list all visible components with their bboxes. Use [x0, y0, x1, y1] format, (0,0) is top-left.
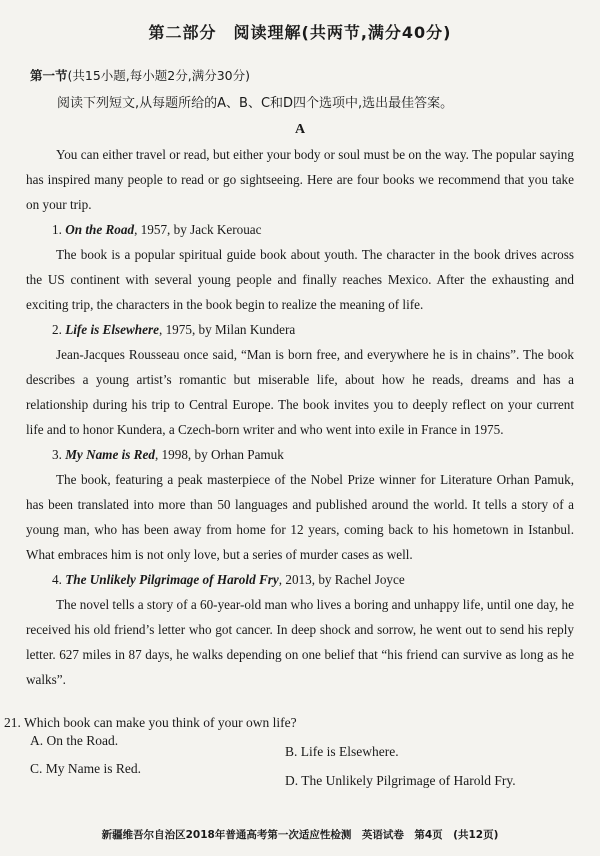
passage-label: A: [294, 122, 306, 137]
book-heading-3: [26, 442, 574, 467]
book-title: On the Road: [65, 222, 135, 237]
book-meta: , 1998, by Orhan Pamuk: [154, 447, 284, 462]
book-meta: , 1957, by Jack Kerouac: [134, 222, 262, 237]
book-number: 2.: [52, 322, 62, 337]
book-number: 1.: [52, 222, 62, 237]
question-text: Which book can make you think of your own life?: [24, 715, 297, 730]
section-label: 第一节: [30, 68, 68, 83]
book-title: Life is Elsewhere: [65, 322, 159, 337]
book-description-3: The book, featuring a peak masterpiece of the Nobel Prize winner for Literature Orhan Pamuk, has been translated into more than 50 languages and published around the world. It tells a story of a young man, who has been away from home for 12 years, coming back to his hometown in Istanbul. What embraces him is not only love, but a series of murder cases as well.: [26, 472, 574, 562]
option-d[interactable]: D. The Unlikely Pilgrimage of Harold Fry.: [285, 773, 516, 788]
book-title: The Unlikely Pilgrimage of Harold Fry: [65, 572, 279, 587]
book-heading-1: [26, 217, 574, 242]
book-description-1: The book is a popular spiritual guide book about youth. The character in the book drives across the US continent with several young people and finally reaches Mexico. After the exhausting and exciting trip, the characters in the book begin to realize the meaning of life.: [26, 247, 574, 312]
book-meta: , 1975, by Milan Kundera: [158, 322, 296, 337]
book-heading-4: [26, 567, 574, 592]
question-21: [4, 710, 574, 735]
book-description-2: Jean-Jacques Rousseau once said, “Man is born free, and everywhere he is in chains”. The book describes a young artist’s romantic but miserable life, about how he reads, dreams and has a relationship during his trip to Central Europe. The book invites you to deeply reflect on your current life and to honor Kundera, a Czech-born writer and who went into exile in France in 1975.: [26, 347, 574, 437]
option-b[interactable]: B. Life is Elsewhere.: [285, 744, 399, 759]
option-c[interactable]: C. My Name is Red.: [30, 761, 141, 776]
section-detail: (共15小题,每小题2分,满分30分): [67, 68, 250, 83]
book-meta: , 2013, by Rachel Joyce: [278, 572, 405, 587]
passage-intro: You can either travel or read, but either your body or soul must be on the way. The popular saying has inspired many people to read or go sightseeing. Here are four books we recommend that you take on your trip.: [26, 147, 574, 212]
book-description-4: The novel tells a story of a 60-year-old man who lives a boring and unhappy life, until one day, he received his old friend’s letter who got cancer. In deep shock and sorrow, he went out to send his reply letter. 627 miles in 87 days, he walks depending on one belief that “his friend can survive as long as he walks”.: [26, 597, 574, 687]
option-a[interactable]: A. On the Road.: [30, 733, 119, 748]
page-footer: 新疆维吾尔自治区2018年普通高考第一次适应性检测 英语试卷 第4页 (共12页): [101, 829, 499, 841]
instructions: 阅读下列短文,从每题所给的A、B、C和D四个选项中,选出最佳答案。: [57, 96, 454, 111]
section-heading: [30, 66, 250, 84]
book-heading-2: [26, 317, 574, 342]
book-number: 4.: [52, 572, 62, 587]
book-title: My Name is Red: [65, 447, 155, 462]
passage-body: [26, 142, 574, 692]
question-number: 21.: [4, 715, 21, 730]
part-title: 第二部分 阅读理解(共两节,满分40分): [148, 23, 452, 42]
book-number: 3.: [52, 447, 62, 462]
